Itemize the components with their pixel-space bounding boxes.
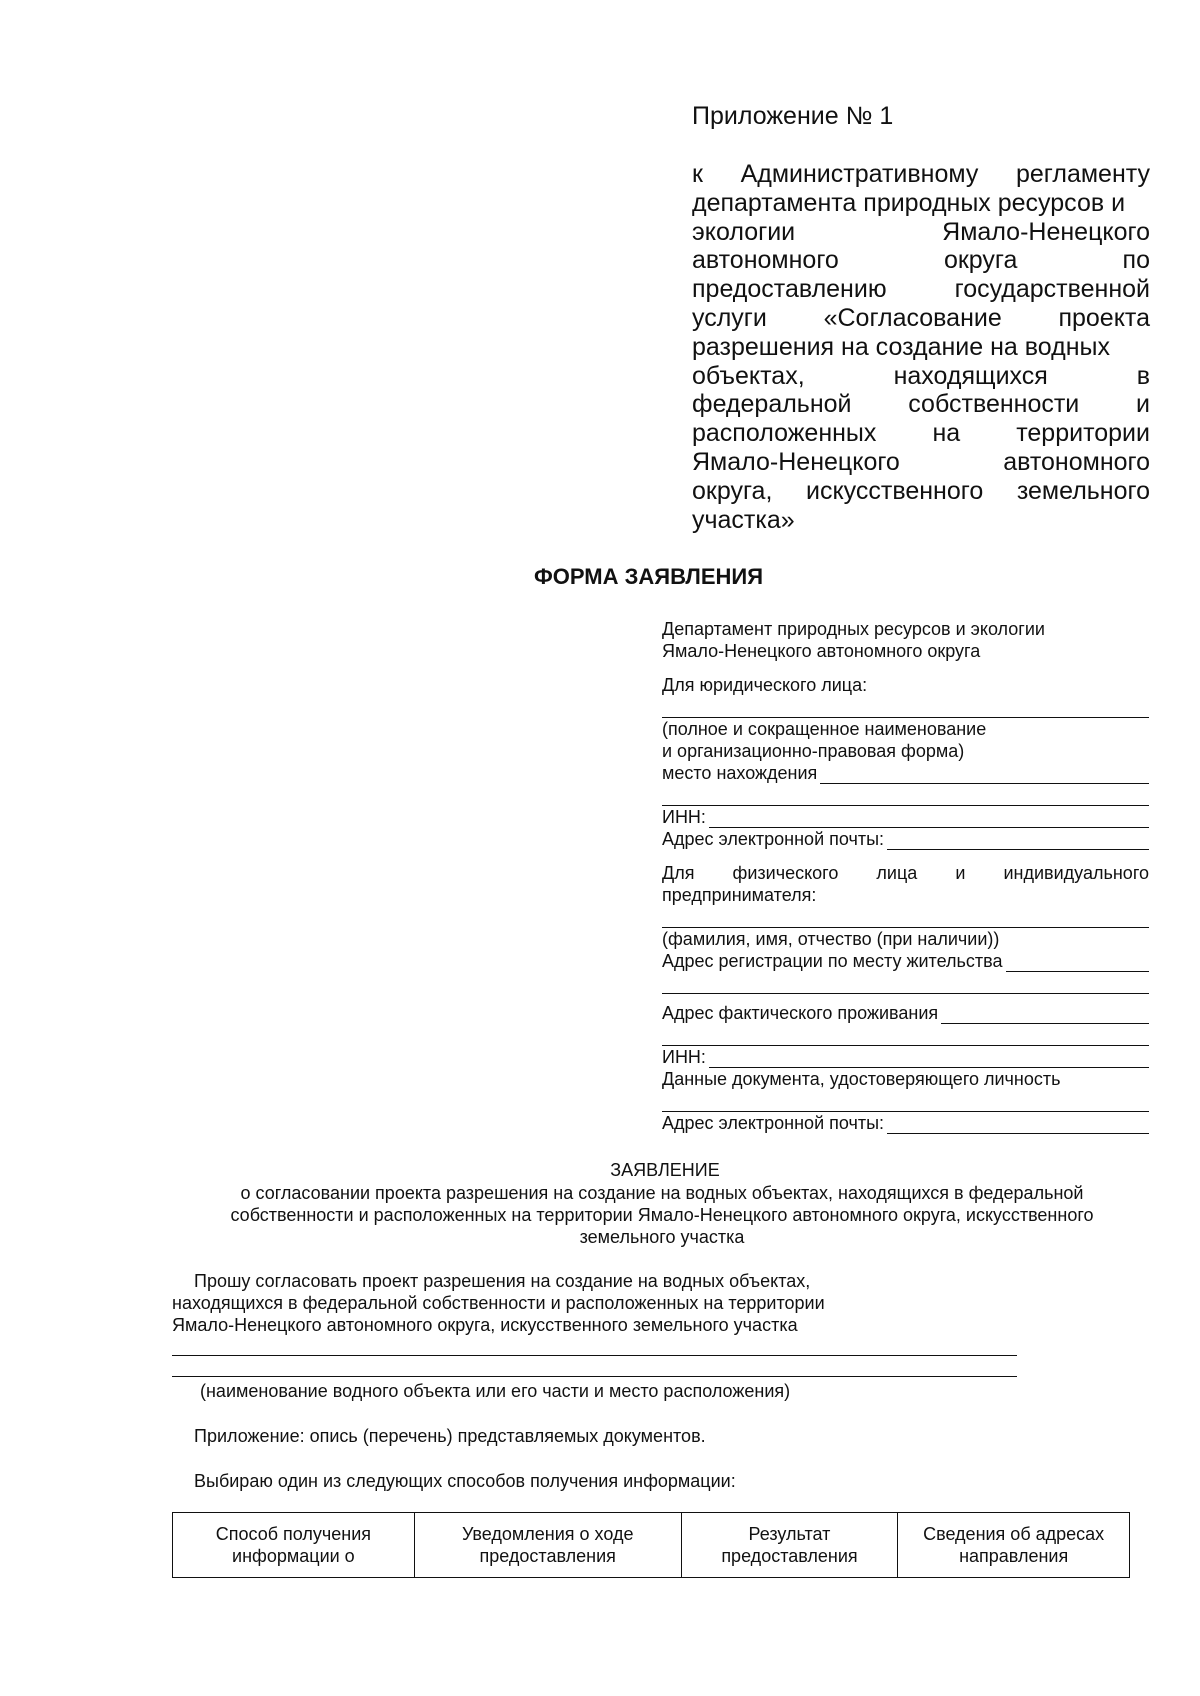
registration-field-extra[interactable] [662,972,1149,994]
department-line: Департамент природных ресурсов и экологии [662,619,1045,639]
individual-email-row [662,1112,1149,1134]
regulation-line: услуги «Согласование проекта [692,303,1150,332]
header-text: Сведения об адресах [923,1524,1105,1544]
location-field[interactable] [820,766,1149,784]
regulation-line: Ямало-Ненецкого автономного [692,447,1150,476]
legal-inn-field[interactable] [709,810,1149,828]
request-line: Ямало-Ненецкого автономного округа, искусственного земельного участка [172,1315,798,1335]
legal-inn-label: ИНН: [662,807,706,827]
regulation-reference [692,160,1150,534]
header-text: предоставления [721,1546,858,1566]
individual-heading: Для физического лица и индивидуального [662,863,1149,883]
actual-address-field[interactable] [941,1006,1149,1024]
legal-inn-row [662,806,1149,828]
actual-address-label: Адрес фактического проживания [662,1003,939,1023]
header-text: предоставления [479,1546,616,1566]
table-header-row [173,1513,1130,1578]
regulation-line: объектах, находящихся в [692,361,1150,390]
table-header-cell [414,1513,681,1578]
registration-field[interactable] [1006,954,1150,972]
request-text [172,1270,825,1336]
legal-email-label: Адрес электронной почты: [662,829,885,849]
statement-subtitle-line: о согласовании проекта разрешения на создание на водных объектах, находящихся в федеральной [240,1183,1084,1203]
regulation-line: разрешения на создание на водных [692,332,1110,361]
id-document-label: Данные документа, удостоверяющего личность [662,1069,1061,1089]
attachment-note: Приложение: опись (перечень) представляемых документов. [194,1426,706,1446]
individual-name-caption: (фамилия, имя, отчество (при наличии)) [662,929,1000,949]
registration-row [662,950,1149,972]
actual-address-field-extra[interactable] [662,1024,1149,1046]
legal-entity-name-caption: (полное и сокращенное наименование [662,719,987,739]
id-document-field[interactable] [662,1090,1149,1112]
statement-subtitle [172,1182,1152,1248]
individual-email-field[interactable] [887,1116,1149,1134]
regulation-line: департамента природных ресурсов и [692,188,1126,217]
legal-entity-name-field[interactable] [662,696,1149,718]
individual-heading-cont: предпринимателя: [662,885,817,905]
regulation-line: округа, искусственного земельного [692,476,1150,505]
regulation-line: к Административному регламенту [692,160,1150,188]
location-row [662,762,1149,784]
table-header-cell [898,1513,1130,1578]
legal-email-row [662,828,1149,850]
legal-email-field[interactable] [887,832,1149,850]
recipient-block [662,618,1149,1134]
request-line: находящихся в федеральной собственности и расположенных на территории [172,1293,825,1313]
form-heading: ФОРМА ЗАЯВЛЕНИЯ [534,564,764,589]
location-field-extra[interactable] [662,784,1149,806]
request-line: Прошу согласовать проект разрешения на создание на водных объектах, [194,1271,811,1291]
regulation-line: расположенных на территории [692,419,1150,448]
legal-entity-heading: Для юридического лица: [662,675,868,695]
header-text: направления [959,1546,1069,1566]
individual-email-label: Адрес электронной почты: [662,1113,885,1133]
water-object-caption: (наименование водного объекта или его части и место расположения) [200,1381,791,1401]
appendix-title: Приложение № 1 [692,102,894,130]
individual-inn-row [662,1046,1149,1068]
water-object-field[interactable] [172,1355,1017,1356]
table-header-cell [173,1513,415,1578]
location-label: место нахождения [662,763,818,783]
department-line: Ямало-Ненецкого автономного округа [662,641,981,661]
statement-title: ЗАЯВЛЕНИЕ [610,1160,720,1180]
methods-table [172,1512,1130,1578]
regulation-line: предоставлению государственной [692,275,1150,304]
individual-inn-field[interactable] [709,1050,1149,1068]
method-intro: Выбираю один из следующих способов получения информации: [194,1471,736,1491]
statement-subtitle-line: земельного участка [579,1227,745,1247]
header-text: информации о [232,1546,355,1566]
header-text: Способ получения [215,1524,372,1544]
individual-name-field[interactable] [662,906,1149,928]
regulation-line: экологии Ямало-Ненецкого [692,217,1150,246]
water-object-field-extra[interactable] [172,1376,1017,1377]
legal-entity-name-caption: и организационно-правовая форма) [662,741,965,761]
statement-subtitle-line: собственности и расположенных на территории Ямало-Ненецкого автономного округа, искусственного [230,1205,1094,1225]
actual-address-row [662,1002,1149,1024]
registration-label: Адрес регистрации по месту жительства [662,951,1003,971]
header-text: Уведомления о ходе [461,1524,634,1544]
header-text: Результат [748,1524,831,1544]
table-header-cell [681,1513,898,1578]
individual-inn-label: ИНН: [662,1047,706,1067]
regulation-line: автономного округа по [692,246,1150,275]
regulation-line: участка» [692,505,795,534]
regulation-line: федеральной собственности и [692,390,1150,419]
